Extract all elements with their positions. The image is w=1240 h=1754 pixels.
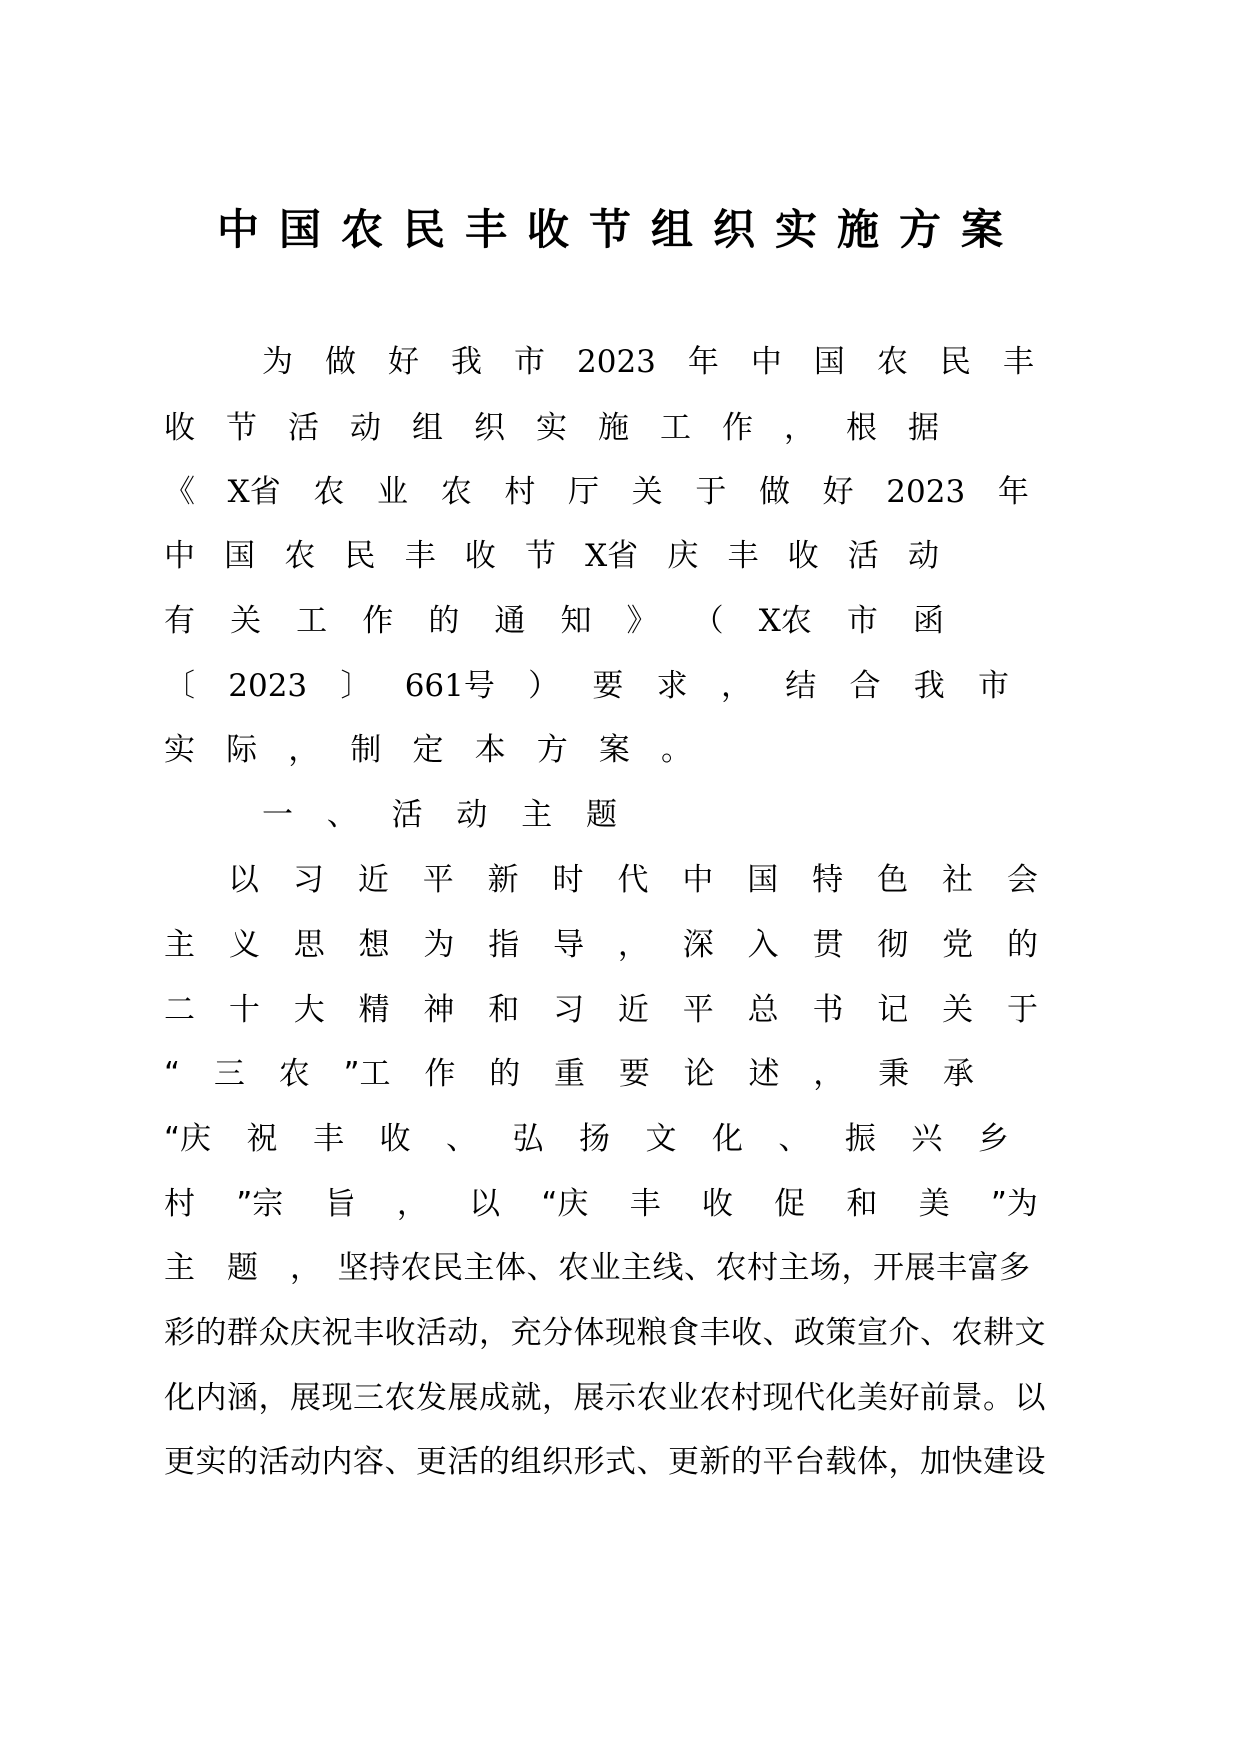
text-token: 好 <box>388 344 419 380</box>
text-token: 收 <box>787 538 819 574</box>
text-token: 三 <box>213 1056 245 1092</box>
text-token: 总 <box>747 992 779 1028</box>
text-token: 关 <box>942 992 974 1028</box>
text-token: 于 <box>695 474 727 510</box>
text-token: 做 <box>758 474 790 510</box>
text-line-7 <box>164 725 692 775</box>
text-token: 文 <box>645 1121 677 1157</box>
text-token: 农 <box>278 1056 310 1092</box>
text-token: 作 <box>362 603 394 639</box>
text-line-1 <box>262 337 1034 387</box>
text-token: 市 <box>978 668 1009 704</box>
text-token: “ <box>164 1056 181 1092</box>
text-token: 弘 <box>512 1121 544 1157</box>
text-token: 习 <box>553 992 585 1028</box>
text-token: 以 <box>469 1186 501 1222</box>
text-token: X农 <box>758 603 812 639</box>
text-token: 定 <box>412 732 444 768</box>
text-token: 国 <box>813 344 845 380</box>
text-token: 平 <box>422 862 454 898</box>
text-token: 扬 <box>578 1121 610 1157</box>
text-token: ， <box>784 410 815 446</box>
text-line-3 <box>164 467 1029 517</box>
text-token: 为 <box>423 927 455 963</box>
text-token: 年 <box>687 344 719 380</box>
text-token: 深 <box>682 927 714 963</box>
text-token: 活 <box>288 410 319 446</box>
text-token: 》 <box>626 603 658 639</box>
text-token: 承 <box>942 1056 974 1092</box>
text-line-5 <box>164 596 944 646</box>
text-token: 国 <box>224 538 256 574</box>
text-token: 时 <box>552 862 584 898</box>
text-token: 义 <box>228 927 260 963</box>
text-token: 农 <box>440 474 472 510</box>
text-token: 丰 <box>727 538 759 574</box>
text-token: 于 <box>1006 992 1038 1028</box>
text-token: 、 <box>446 1121 477 1157</box>
text-token: 民 <box>939 344 971 380</box>
text-token: 村 <box>164 1186 195 1222</box>
text-token: 为 <box>262 344 293 380</box>
section-heading <box>262 790 617 840</box>
text-token: ”工 <box>343 1056 391 1092</box>
text-token: 动 <box>456 797 488 833</box>
text-token: 函 <box>912 603 944 639</box>
text-token: 和 <box>488 992 520 1028</box>
text-token: 社 <box>941 862 973 898</box>
text-token: 十 <box>228 992 260 1028</box>
text-token: 市 <box>846 603 878 639</box>
text-token: 、 <box>326 797 358 833</box>
text-token: 案 <box>598 732 630 768</box>
text-token: 工 <box>296 603 328 639</box>
text-token: 厅 <box>568 474 600 510</box>
text-token: 庆 <box>667 538 699 574</box>
text-token: 我 <box>913 668 945 704</box>
text-token: 精 <box>358 992 390 1028</box>
text-token: 业 <box>377 474 409 510</box>
text-token: 〔 <box>164 668 195 704</box>
text-token: 和 <box>846 1186 878 1222</box>
text-token: 中 <box>750 344 782 380</box>
text-line-4 <box>164 531 939 581</box>
text-token: 指 <box>488 927 520 963</box>
text-token: 色 <box>877 862 909 898</box>
text-token: X省 <box>227 474 281 510</box>
text-token: 2023 <box>886 474 966 510</box>
text-token: 农 <box>284 538 316 574</box>
text-token: 节 <box>226 410 257 446</box>
text-line-11 <box>164 985 1038 1035</box>
text-token: 化 <box>711 1121 743 1157</box>
text-token: 主 <box>164 927 195 963</box>
text-token: 661号 <box>404 668 495 704</box>
text-token: 好 <box>822 474 854 510</box>
text-token: 促 <box>774 1186 806 1222</box>
text-token: 的 <box>1006 927 1038 963</box>
text-line-6 <box>164 661 1009 711</box>
text-token: 织 <box>474 410 505 446</box>
text-token: 丰 <box>1002 344 1034 380</box>
text-token: 近 <box>357 862 389 898</box>
text-token: ， <box>396 1186 428 1222</box>
text-line-12 <box>164 1049 974 1099</box>
text-token: 活 <box>847 538 879 574</box>
text-token: 中 <box>682 862 714 898</box>
text-token: 要 <box>618 1056 650 1092</box>
text-token: 关 <box>631 474 663 510</box>
text-token: 新 <box>487 862 519 898</box>
text-token: 以 <box>228 862 259 898</box>
text-token: 动 <box>350 410 381 446</box>
text-line-18: 更实的活动内容、更活的组织形式、更新的平台载体，加快建设 <box>164 1444 1046 1480</box>
text-token: “庆 <box>541 1186 589 1222</box>
text-token: 习 <box>292 862 324 898</box>
text-line-17: 化内涵，展现三农发展成就，展示农业农村现代化美好前景。以 <box>164 1380 1046 1416</box>
text-token: 动 <box>907 538 939 574</box>
text-line-16: 彩的群众庆祝丰收活动，充分体现粮食丰收、政策宣介、农耕文 <box>164 1315 1046 1351</box>
text-token: 村 <box>504 474 536 510</box>
text-token: 国 <box>747 862 779 898</box>
text-token: 活 <box>391 797 423 833</box>
text-token: 题 <box>585 797 617 833</box>
text-token: X省 <box>585 538 639 574</box>
text-token: 。 <box>661 732 692 768</box>
text-token: 收 <box>464 538 496 574</box>
text-token: 〕 <box>340 668 372 704</box>
text-token: 秉 <box>878 1056 910 1092</box>
text-token: 结 <box>785 668 817 704</box>
text-line-15: 主 题 ， 坚持农民主体、农业主线、农村主场，开展丰富多 <box>164 1250 1031 1286</box>
text-token: ） <box>528 668 560 704</box>
text-line-14 <box>164 1179 1038 1229</box>
text-token: 《 <box>164 474 195 510</box>
text-token: 的 <box>489 1056 521 1092</box>
text-token: 一 <box>262 797 293 833</box>
text-token: 贯 <box>812 927 844 963</box>
text-token: 祝 <box>246 1121 278 1157</box>
text-token: 据 <box>908 410 939 446</box>
text-token: 记 <box>877 992 909 1028</box>
text-token: 方 <box>536 732 568 768</box>
text-token: 重 <box>554 1056 585 1092</box>
text-token: 平 <box>682 992 714 1028</box>
text-token: 二 <box>164 992 195 1028</box>
text-token: 实 <box>536 410 567 446</box>
text-line-13 <box>164 1114 1009 1164</box>
text-token: 作 <box>722 410 753 446</box>
text-token: 收 <box>701 1186 733 1222</box>
text-token: 主 <box>521 797 553 833</box>
text-token: 振 <box>844 1121 876 1157</box>
text-token: 市 <box>514 344 545 380</box>
text-token: ， <box>813 1056 845 1092</box>
text-token: 特 <box>812 862 844 898</box>
text-token: 会 <box>1006 862 1038 898</box>
text-token: 施 <box>598 410 629 446</box>
text-token: 丰 <box>629 1186 661 1222</box>
text-token: ， <box>720 668 752 704</box>
text-token: 节 <box>524 538 556 574</box>
text-token: 的 <box>428 603 460 639</box>
text-token: 农 <box>876 344 908 380</box>
text-token: 书 <box>812 992 844 1028</box>
text-token: （ <box>692 603 724 639</box>
text-token: 做 <box>325 344 356 380</box>
text-token: 我 <box>451 344 482 380</box>
text-token: 思 <box>293 927 325 963</box>
text-token: 作 <box>424 1056 456 1092</box>
text-token: ， <box>288 732 320 768</box>
text-token: ”为 <box>990 1186 1038 1222</box>
text-token: 乡 <box>977 1121 1009 1157</box>
text-line-9 <box>228 855 1038 905</box>
document-title: 中国农民丰收节组织实施方案 <box>216 205 1023 254</box>
text-token: 2023 <box>577 344 656 380</box>
text-token: ”宗 <box>236 1186 284 1222</box>
text-token: 求 <box>656 668 688 704</box>
text-token: ， <box>617 927 649 963</box>
text-token: 际 <box>226 732 258 768</box>
text-token: 2023 <box>228 668 308 704</box>
text-token: 中 <box>164 538 195 574</box>
text-token: 通 <box>494 603 526 639</box>
text-line-2 <box>164 403 939 453</box>
text-token: 丰 <box>404 538 436 574</box>
text-token: 根 <box>846 410 877 446</box>
text-token: 、 <box>778 1121 810 1157</box>
text-token: 关 <box>230 603 262 639</box>
text-token: 旨 <box>324 1186 356 1222</box>
text-token: 收 <box>379 1121 411 1157</box>
text-token: 合 <box>849 668 881 704</box>
text-token: 述 <box>748 1056 780 1092</box>
text-token: 实 <box>164 732 195 768</box>
text-line-10 <box>164 920 1038 970</box>
text-token: 想 <box>358 927 390 963</box>
text-token: 神 <box>423 992 455 1028</box>
text-token: 美 <box>918 1186 950 1222</box>
text-token: 知 <box>560 603 592 639</box>
text-token: 农 <box>313 474 345 510</box>
text-token: 丰 <box>313 1121 345 1157</box>
text-token: 收 <box>164 410 195 446</box>
text-token: 大 <box>293 992 325 1028</box>
text-token: “庆 <box>164 1121 212 1157</box>
text-token: 要 <box>592 668 624 704</box>
text-token: 论 <box>683 1056 715 1092</box>
text-token: 入 <box>747 927 779 963</box>
text-token: 工 <box>660 410 691 446</box>
text-token: 彻 <box>877 927 909 963</box>
text-token: 年 <box>997 474 1029 510</box>
text-token: 民 <box>344 538 376 574</box>
text-token: 近 <box>617 992 649 1028</box>
text-token: 制 <box>350 732 382 768</box>
text-token: 有 <box>164 603 195 639</box>
text-token: 导 <box>553 927 585 963</box>
text-token: 兴 <box>911 1121 943 1157</box>
text-token: 代 <box>617 862 649 898</box>
text-token: 党 <box>942 927 974 963</box>
text-token: 组 <box>412 410 443 446</box>
text-token: 本 <box>474 732 506 768</box>
